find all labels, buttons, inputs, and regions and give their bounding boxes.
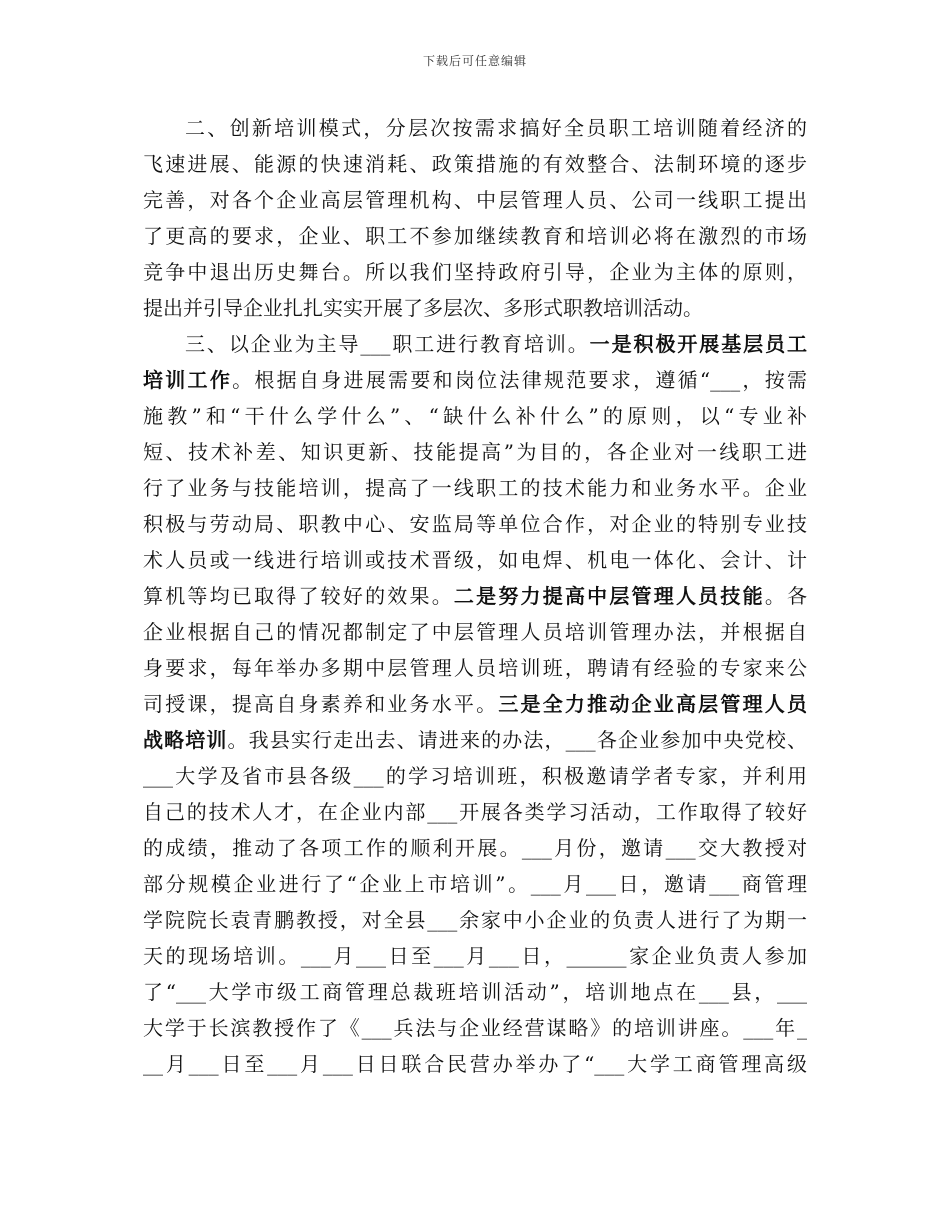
text-line: 部分规模企业进行了“企业上市培训”。___月___日，邀请___商管理 <box>143 872 807 896</box>
bold-heading: 二是努力提高中层管理人员技能 <box>453 584 765 608</box>
text-line: 天的现场培训。___月___日至___月___日，______家企业负责人参加 <box>143 944 807 968</box>
text-line: 竞争中退出历史舞台。所以我们坚持政府引导，企业为主体的原则， <box>143 260 807 284</box>
text-line: 企业根据自己的情况都制定了中层管理人员培训管理办法，并根据自 <box>143 620 807 644</box>
text-line: 的成绩，推动了各项工作的顺利开展。___月份，邀请___交大教授对 <box>143 836 807 860</box>
text-line: 大学于长滨教授作了《___兵法与企业经营谋略》的培训讲座。___年_ <box>143 1016 807 1040</box>
text-line: 完善，对各个企业高层管理机构、中层管理人员、公司一线职工提出 <box>143 188 807 212</box>
text-line: 短、技术补差、知识更新、技能提高”为目的，各企业对一线职工进 <box>143 440 807 464</box>
text-line: ___大学及省市县各级___的学习培训班，积极邀请学者专家，并利用 <box>143 764 807 788</box>
text-line: 积极与劳动局、职教中心、安监局等单位合作，对企业的特别专业技 <box>143 512 807 536</box>
text-line: 算机等均已取得了较好的效果。二是努力提高中层管理人员技能。各 <box>143 584 807 608</box>
text-line: 二、创新培训模式，分层次按需求搞好全员职工培训随着经济的 <box>185 116 807 140</box>
text-line: 了“___大学市级工商管理总裁班培训活动”，培训地点在___县，___ <box>143 980 807 1004</box>
bold-heading: 培训工作 <box>143 368 233 392</box>
bold-heading: 战略培训 <box>143 728 228 752</box>
bold-heading: 三是全力推动企业高层管理人员 <box>498 692 807 716</box>
text-line: 施教”和“干什么学什么”、“缺什么补什么”的原则，以“专业补 <box>143 404 807 428</box>
text-line: 行了业务与技能培训，提高了一线职工的技术能力和业务水平。企业 <box>143 476 807 500</box>
text-line: 司授课，提高自身素养和业务水平。三是全力推动企业高层管理人员 <box>143 692 807 716</box>
bold-heading: 一是积极开展基层员工 <box>589 332 807 356</box>
text-line: __月___日至___月___日日联合民营办举办了“___大学工商管理高级 <box>143 1052 807 1076</box>
text-line: 培训工作。根据自身进展需要和岗位法律规范要求，遵循“___，按需 <box>143 368 807 392</box>
text-line: 飞速进展、能源的快速消耗、政策措施的有效整合、法制环境的逐步 <box>143 152 807 176</box>
text-line: 提出并引导企业扎扎实实开展了多层次、多形式职教培训活动。 <box>143 296 703 320</box>
text-line: 学院院长袁青鹏教授，对全县___余家中小企业的负责人进行了为期一 <box>143 908 807 932</box>
text-line: 身要求，每年举办多期中层管理人员培训班，聘请有经验的专家来公 <box>143 656 807 680</box>
text-line: 三、以企业为主导___职工进行教育培训。一是积极开展基层员工 <box>185 332 807 356</box>
text-line: 术人员或一线进行培训或技术晋级，如电焊、机电一体化、会计、计 <box>143 548 807 572</box>
text-line: 战略培训。我县实行走出去、请进来的办法，___各企业参加中央党校、 <box>143 728 807 752</box>
text-line: 了更高的要求，企业、职工不参加继续教育和培训必将在激烈的市场 <box>143 224 807 248</box>
page-header: 下载后可任意编辑 <box>422 54 527 68</box>
text-line: 自己的技术人才，在企业内部___开展各类学习活动，工作取得了较好 <box>143 800 807 824</box>
